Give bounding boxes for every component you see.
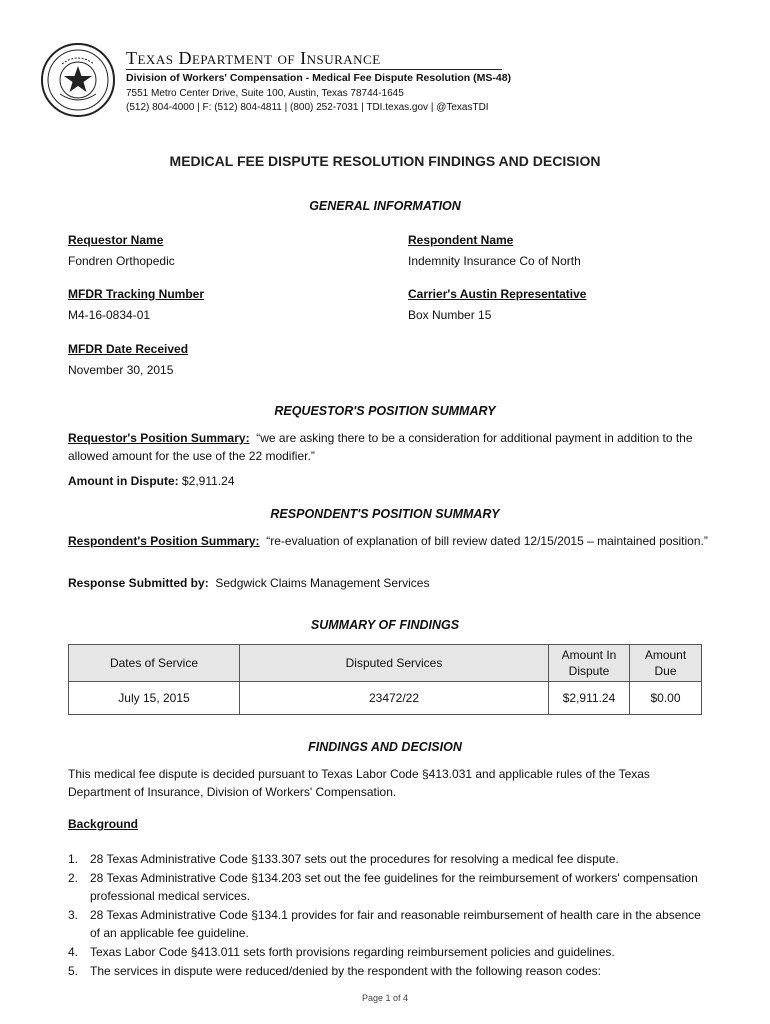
list-item: 2. 28 Texas Administrative Code §134.203 set out the fee guidelines for the reimbursement of workers' compensation professional medical services.: [68, 871, 698, 903]
contact-line: (512) 804-4000 | F: (512) 804-4811 | (800) 252-7031 | TDI.texas.gov | @TexasTDI: [126, 102, 489, 113]
findings-table-header-row: [69, 645, 702, 682]
respondent-position-label: Respondent's Position Summary:: [68, 534, 260, 548]
requestor-position-summary: [68, 429, 708, 465]
requestor-position-label: Requestor's Position Summary:: [68, 431, 250, 445]
tracking-number-value: M4-16-0834-01: [68, 308, 151, 322]
column-header: Disputed Services: [240, 645, 549, 682]
table-cell: July 15, 2015: [69, 682, 240, 715]
date-received-label: MFDR Date Received: [68, 342, 189, 356]
background-list: [68, 850, 708, 981]
tdi-seal-icon: [40, 42, 116, 118]
amount-in-dispute-value: $2,911.24: [182, 474, 235, 488]
date-received-value: November 30, 2015: [68, 363, 174, 377]
carrier-representative-label: Carrier's Austin Representative: [408, 287, 587, 301]
response-submitted-by: [68, 574, 708, 592]
tracking-number-label: MFDR Tracking Number: [68, 287, 205, 301]
table-cell: $0.00: [630, 682, 702, 715]
column-header: Dates of Service: [69, 645, 240, 682]
requestor-position-text: “we are asking there to be a consideration for additional payment in addition to the allowed amount for the use of the 22 modifier.”: [68, 431, 693, 463]
requestor-summary-heading: REQUESTOR'S POSITION SUMMARY: [274, 404, 496, 418]
column-header: Amount In Dispute: [549, 645, 630, 682]
list-item: 3. 28 Texas Administrative Code §134.1 provides for fair and reasonable reimbursement of health care in the absence of an applicable fee guideline.: [68, 908, 701, 940]
document-title: MEDICAL FEE DISPUTE RESOLUTION FINDINGS AND DECISION: [169, 153, 601, 169]
list-item: 4. Texas Labor Code §413.011 sets forth provisions regarding reimbursement policies and guidelines.: [68, 945, 615, 959]
table-cell: $2,911.24: [549, 682, 630, 715]
table-cell: 23472/22: [240, 682, 549, 715]
requestor-name-value: Fondren Orthopedic: [68, 254, 175, 268]
background-label: Background: [68, 817, 139, 831]
address-line: 7551 Metro Center Drive, Suite 100, Austin, Texas 78744-1645: [126, 88, 404, 99]
respondent-position-text: “re-evaluation of explanation of bill review dated 12/15/2015 – maintained position.”: [266, 534, 708, 548]
table-row: [69, 682, 702, 715]
list-item: 1. 28 Texas Administrative Code §133.307 sets out the procedures for resolving a medical fee dispute.: [68, 852, 619, 866]
carrier-representative-value: Box Number 15: [408, 308, 492, 322]
respondent-name-label: Respondent Name: [408, 233, 514, 247]
findings-intro: This medical fee dispute is decided pursuant to Texas Labor Code §413.031 and applicable rules of the Texas Department of Insurance, Division of Workers' Compensation.: [68, 767, 650, 799]
amount-in-dispute-label: Amount in Dispute:: [68, 474, 179, 488]
list-item: 5. The services in dispute were reduced/denied by the respondent with the following reason codes:: [68, 964, 601, 978]
column-header: Amount Due: [630, 645, 702, 682]
page-number: Page 1 of 4: [361, 993, 409, 1003]
requestor-name-label: Requestor Name: [68, 233, 164, 247]
division-line: Division of Workers' Compensation - Medical Fee Dispute Resolution (MS-48): [126, 72, 512, 84]
respondent-name-value: Indemnity Insurance Co of North: [408, 254, 581, 268]
org-name: Texas Department of Insurance: [126, 48, 381, 68]
summary-of-findings-heading: SUMMARY OF FINDINGS: [310, 618, 460, 632]
amount-in-dispute: [68, 472, 708, 490]
findings-decision-heading: FINDINGS AND DECISION: [308, 740, 462, 754]
findings-table: [68, 644, 702, 715]
respondent-summary-heading: RESPONDENT'S POSITION SUMMARY: [270, 507, 500, 521]
general-information-heading: GENERAL INFORMATION: [309, 199, 461, 213]
header-rule: [126, 69, 502, 70]
respondent-position-summary: [68, 532, 708, 550]
response-submitted-label: Response Submitted by:: [68, 576, 209, 590]
response-submitted-value: Sedgwick Claims Management Services: [215, 576, 430, 590]
